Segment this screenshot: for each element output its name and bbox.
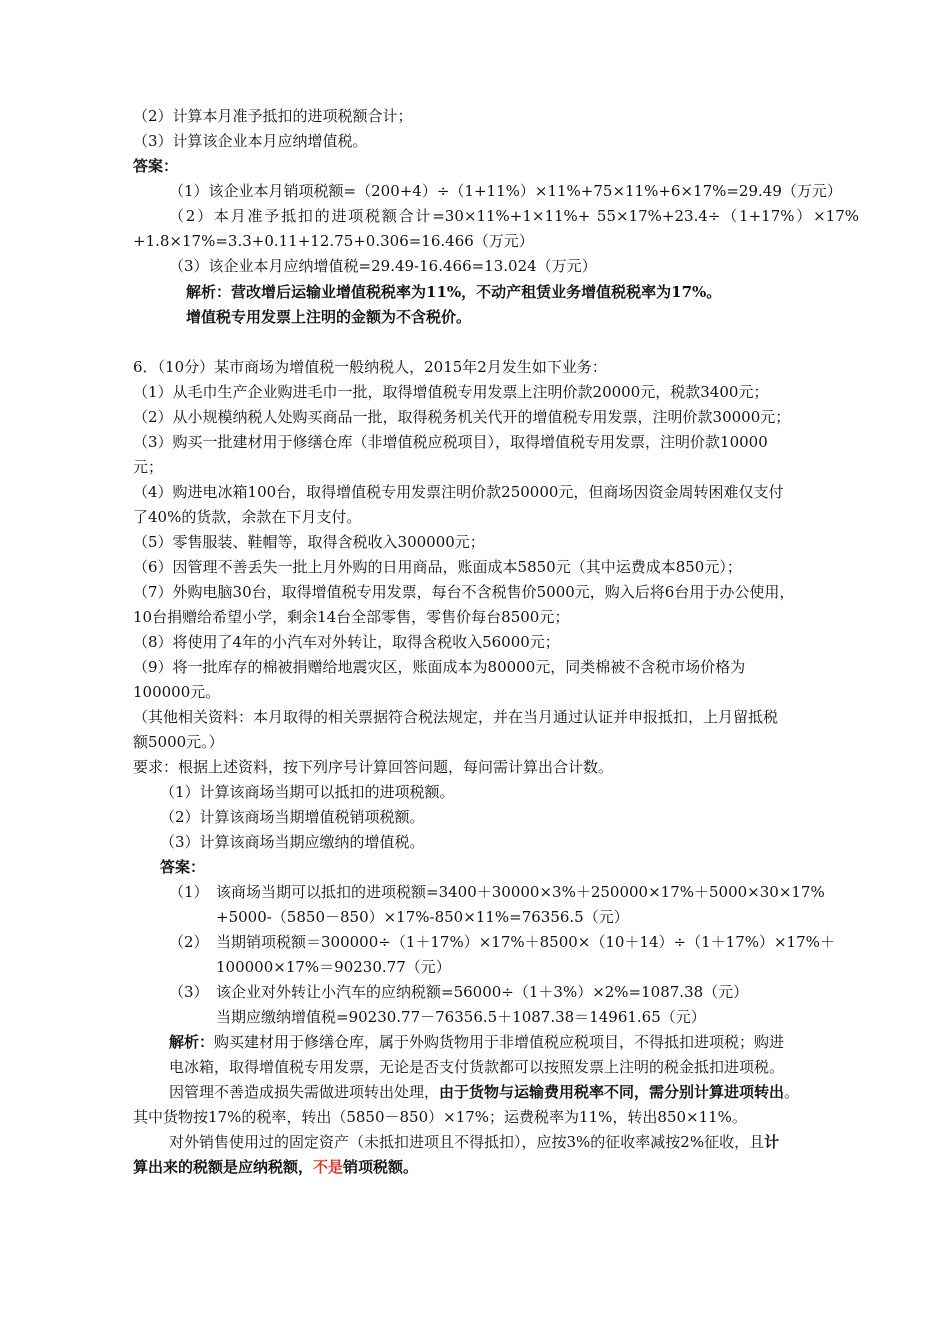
problem-6-item: （8）将使用了4年的小汽车对外转让，取得含税收入56000元； — [133, 633, 560, 651]
analysis-paragraph-1-line-2: 电冰箱，取得增值税专用发票，无论是否支付货款都可以按照发票上注明的税金抵扣进项税。 — [169, 1058, 785, 1076]
analysis-paragraph-1-line-1 — [169, 1030, 784, 1055]
problem-6-requirement: 要求：根据上述资料，按下列序号计算回答问题，每问需计算出合计数。 — [133, 758, 614, 776]
analysis-paragraph-3-line-1 — [169, 1130, 779, 1155]
problem-6-title: 6．（10分）某市商场为增值税一般纳税人，2015年2月发生如下业务： — [133, 358, 607, 376]
analysis-paragraph-2-line-1 — [169, 1080, 799, 1105]
problem-6-question: （1）计算该商场当期可以抵扣的进项税额。 — [160, 783, 455, 801]
problem-6-item: 100000元。 — [133, 683, 221, 701]
analysis-emphasis: 算出来的税额是应纳税额， — [133, 1158, 314, 1176]
problem-6-item: 10台捐赠给希望小学，剩余14台全部零售，零售价每台8500元； — [133, 608, 570, 626]
problem-6-item: （5）零售服装、鞋帽等，取得含税收入300000元； — [133, 533, 485, 551]
answer-number: （2） — [169, 933, 209, 951]
problem-6-item: 元； — [133, 458, 164, 476]
analysis-emphasis: 由于货物与运输费用税率不同，需分别计算进项转出 — [439, 1083, 785, 1101]
answer-2-line-2: +1.8×17%=3.3+0.11+12.75+0.306=16.466（万元） — [133, 232, 534, 250]
problem-6-answer-label: 答案： — [160, 858, 206, 876]
answer-number: （3） — [169, 983, 209, 1001]
problem-6-item: 了40%的货款，余款在下月支付。 — [133, 508, 362, 526]
problem-6-item: （其他相关资料：本月取得的相关票据符合税法规定，并在当月通过认证并申报抵扣，上月留抵税 — [133, 708, 779, 726]
answer-3: （3）该企业本月应纳增值税=29.49-16.466=13.024（万元） — [169, 257, 597, 275]
question-2: （2）计算本月准予抵扣的进项税额合计； — [133, 107, 413, 125]
answer-1: （1）该企业本月销项税额=（200+4）÷（1+11%）×11%+75×11%+6×17%=29.49（万元） — [169, 182, 842, 200]
analysis-line-2: 增值税专用发票上注明的金额为不含税价。 — [186, 308, 472, 326]
analysis-text: 。 — [784, 1083, 800, 1101]
analysis-red-emphasis: 不是 — [313, 1158, 344, 1176]
problem-6-answer-2-line-2: 100000×17%＝90230.77（元） — [216, 958, 451, 976]
answer-label: 答案： — [133, 157, 179, 175]
problem-6-answer-1-line-1: 该商场当期可以抵扣的进项税额=3400＋30000×3%＋250000×17%＋5000×30×17% — [216, 883, 825, 901]
problem-6-item: （4）购进电冰箱100台，取得增值税专用发票注明价款250000元，但商场因资金周转困难仅支付 — [133, 483, 784, 501]
problem-6-question: （2）计算该商场当期增值税销项税额。 — [160, 808, 425, 826]
problem-6-item: （6）因管理不善丢失一批上月外购的日用商品，账面成本5850元（其中运费成本850元）； — [133, 558, 742, 576]
problem-6-item: （1）从毛巾生产企业购进毛巾一批，取得增值税专用发票上注明价款20000元，税款3400元； — [133, 383, 769, 401]
problem-6-item: （2）从小规模纳税人处购买商品一批，取得税务机关代开的增值税专用发票，注明价款30000元； — [133, 408, 791, 426]
analysis-emphasis: 计 — [764, 1133, 780, 1151]
answer-number: （1） — [169, 883, 209, 901]
analysis-line-1: 解析：营改增后运输业增值税税率为11%，不动产租赁业务增值税税率为17%。 — [186, 283, 722, 301]
problem-6-answer-2-line-1: 当期销项税额＝300000÷（1＋17%）×17%＋8500×（10＋14）÷（1＋17%）×17%＋ — [216, 933, 835, 951]
problem-6-item: （9）将一批库存的棉被捐赠给地震灾区，账面成本为80000元，同类棉被不含税市场价格为 — [133, 658, 746, 676]
problem-6-answer-1-line-2: +5000-（5850－850）×17%-850×11%=76356.5（元） — [216, 908, 629, 926]
question-3: （3）计算该企业本月应纳增值税。 — [133, 132, 368, 150]
analysis-text: 因管理不善造成损失需做进项转出处理， — [169, 1083, 440, 1101]
analysis-paragraph-2-line-2: 其中货物按17%的税率，转出（5850－850）×17%；运费税率为11%，转出850×11%。 — [133, 1108, 747, 1126]
problem-6-answer-3-line-1: 该企业对外转让小汽车的应纳税额=56000÷（1＋3%）×2%=1087.38（元） — [216, 983, 749, 1001]
analysis-text: 对外销售使用过的固定资产（未抵扣进项且不得抵扣），应按3%的征收率减按2%征收，且 — [169, 1133, 765, 1151]
problem-6-item: （7）外购电脑30台，取得增值税专用发票，每台不含税售价5000元，购入后将6台用于办公使用， — [133, 583, 795, 601]
problem-6-item: （3）购买一批建材用于修缮仓库（非增值税应税项目），取得增值税专用发票，注明价款10000 — [133, 433, 768, 451]
answer-2-line-1: （2）本月准予抵扣的进项税额合计=30×11%+1×11%+ 55×17%+23.4÷（1+17%）×17% — [169, 207, 859, 225]
analysis-label: 解析： — [169, 1033, 215, 1051]
problem-6-answer-3-line-2: 当期应缴纳增值税=90230.77－76356.5＋1087.38＝14961.65（元） — [216, 1008, 706, 1026]
analysis-emphasis: 销项税额。 — [343, 1158, 419, 1176]
problem-6-item: 额5000元。） — [133, 733, 224, 751]
analysis-text: 购买建材用于修缮仓库，属于外购货物用于非增值税应税项目，不得抵扣进项税；购进 — [214, 1033, 785, 1051]
analysis-paragraph-3-line-2 — [133, 1155, 418, 1180]
problem-6-question: （3）计算该商场当期应缴纳的增值税。 — [160, 833, 425, 851]
